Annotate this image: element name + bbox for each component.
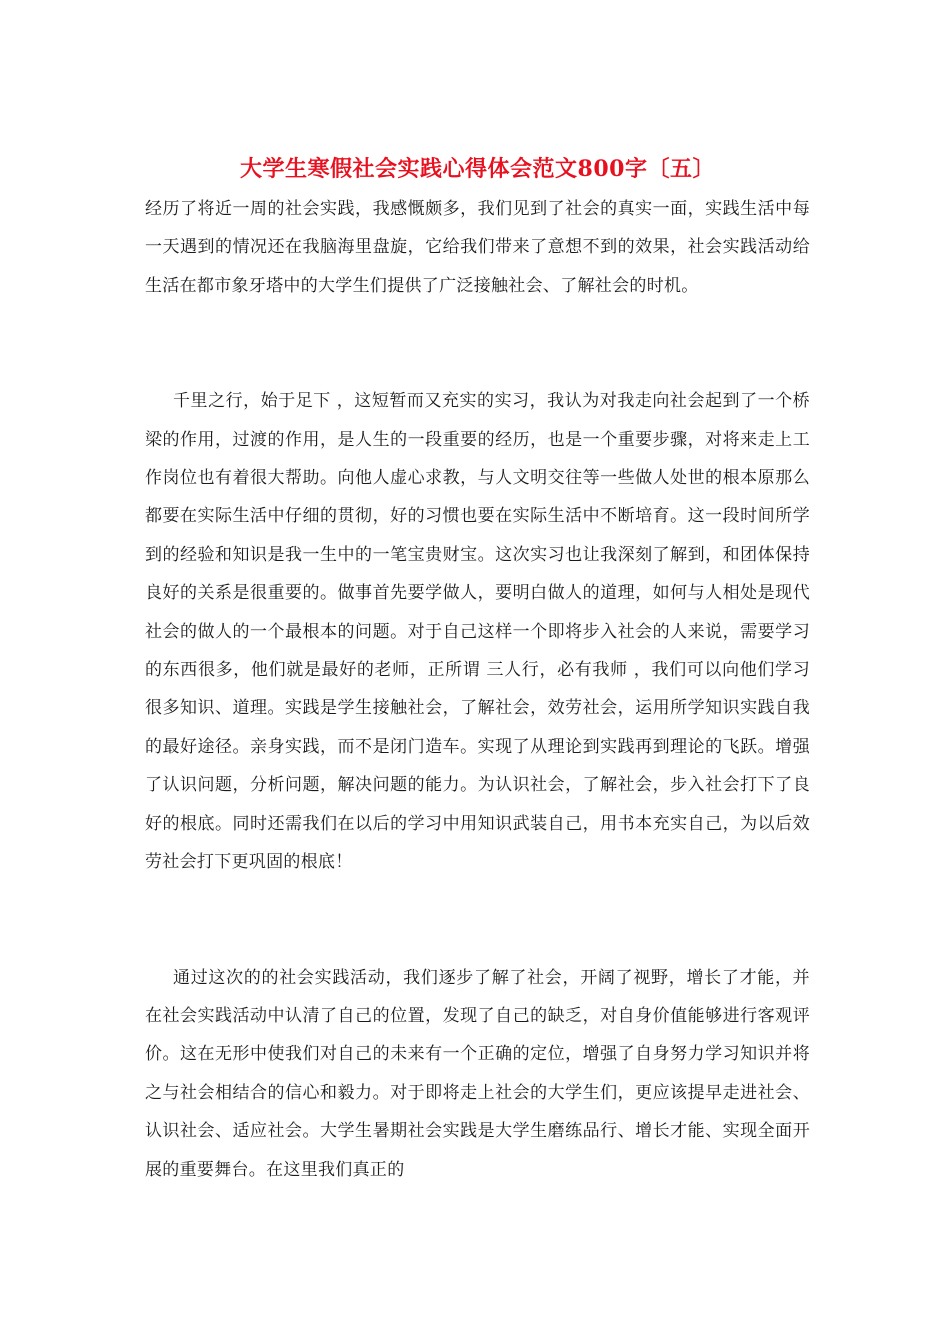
- paragraph-intro: 经历了将近一周的社会实践，我感慨颇多，我们见到了社会的真实一面，实践生活中每一天遇到的情况还在我脑海里盘旋，它给我们带来了意想不到的效果，社会实践活动给生活在都市象牙塔中的大学生们提供了广泛接触社会、了解社会的时机。: [145, 199, 810, 296]
- paragraph-internship-reflection: 千里之行，始于足下 ，这短暂而又充实的实习，我认为对我走向社会起到了一个桥梁的作用，过渡的作用，是人生的一段重要的经历，也是一个重要步骤，对将来走上工作岗位也有着很大帮助。向他人虚心求教，与人文明交往等一些做人处世的根本原那么都要在实际生活中仔细的贯彻，好的习惯也要在实际生活中不断培育。这一段时间所学到的经验和知识是我一生中的一笔宝贵财宝。这次实习也让我深刻了解到，和团体保持良好的关系是很重要的。做事首先要学做人，要明白做人的道理，如何与人相处是现代社会的做人的一个最根本的问题。对于自己这样一个即将步入社会的人来说，需要学习的东西很多，他们就是最好的老师，正所谓 三人行，必有我师 ，我们可以向他们学习很多知识、道理。实践是学生接触社会，了解社会，效劳社会，运用所学知识实践自我的最好途径。亲身实践，而不是闭门造车。实现了从理论到实践再到理论的飞跃。增强了认识问题，分析问题，解决问题的能力。为认识社会，了解社会，步入社会打下了良好的根底。同时还需我们在以后的学习中用知识武装自己，用书本充实自己，为以后效劳社会打下更巩固的根底！: [145, 391, 810, 873]
- document-page: [145, 150, 810, 1189]
- paragraph-social-practice-summary: 通过这次的的社会实践活动，我们逐步了解了社会，开阔了视野，增长了才能，并在社会实践活动中认清了自己的位置，发现了自己的缺乏，对自身价值能够进行客观评价。这在无形中使我们对自己的未来有一个正确的定位，增强了自身努力学习知识并将之与社会相结合的信心和毅力。对于即将走上社会的大学生们，更应该提早走进社会、认识社会、适应社会。大学生暑期社会实践是大学生磨练品行、增长才能、实现全面开展的重要舞台。在这里我们真正的: [145, 967, 810, 1180]
- document-title: 大学生寒假社会实践心得体会范文800字〔五〕: [240, 156, 715, 182]
